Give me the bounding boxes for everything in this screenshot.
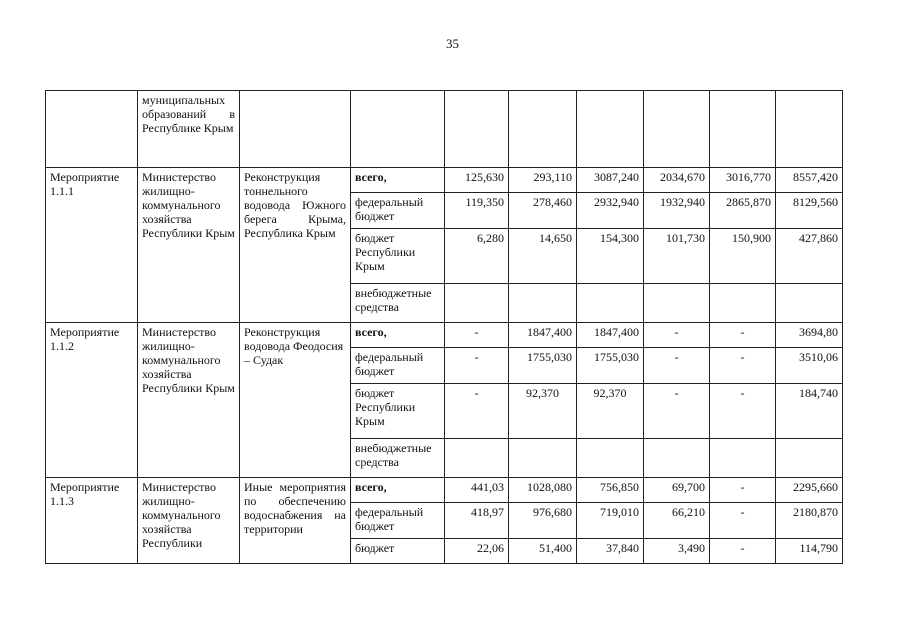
value-cell [509,284,577,323]
value-cell: - [644,323,710,348]
value-cell [710,284,776,323]
table-row [46,478,843,503]
measure-executor: Министерство жилищно-коммунального хозяйства Республики Крым [138,168,240,323]
measure-executor: Министерство жилищно-коммунального хозяйства Республики [138,478,240,564]
value-cell [577,439,644,478]
value-cell: 8129,560 [776,193,843,229]
value-cell: 92,370 [577,384,644,439]
value-cell: 1028,080 [509,478,577,503]
top-row-executor-cell: муниципальных образований в Республике Крым [138,91,240,168]
table-row [46,323,843,348]
value-cell: 92,370 [509,384,577,439]
table-row [46,168,843,193]
value-cell [445,284,509,323]
value-cell: - [445,323,509,348]
value-cell: 2932,940 [577,193,644,229]
funding-kind: федеральный бюджет [351,503,445,539]
measure-name: Мероприятие 1.1.2 [46,323,138,478]
value-cell: - [644,384,710,439]
value-cell [644,439,710,478]
value-cell: - [644,348,710,384]
funding-kind: всего, [351,168,445,193]
funding-kind: федеральный бюджет [351,193,445,229]
value-cell: 427,860 [776,229,843,284]
value-cell: 3510,06 [776,348,843,384]
value-cell: 1847,400 [577,323,644,348]
measure-name: Мероприятие 1.1.1 [46,168,138,323]
value-cell [710,439,776,478]
value-cell [509,439,577,478]
funding-kind: бюджет Республики Крым [351,229,445,284]
value-cell: 418,97 [445,503,509,539]
value-cell: 3087,240 [577,168,644,193]
value-cell: 119,350 [445,193,509,229]
value-cell: 150,900 [710,229,776,284]
top-row-value-cell [710,91,776,168]
budget-table [45,90,843,564]
value-cell [445,439,509,478]
funding-kind: всего, [351,323,445,348]
measure-executor: Министерство жилищно-коммунального хозяйства Республики Крым [138,323,240,478]
funding-kind: бюджет Республики Крым [351,384,445,439]
value-cell: - [445,348,509,384]
value-cell: 2180,870 [776,503,843,539]
measure-title: Реконструкция водовода Феодосия – Судак [240,323,351,478]
value-cell: 293,110 [509,168,577,193]
funding-kind: всего, [351,478,445,503]
value-cell: 51,400 [509,539,577,564]
funding-kind: внебюджетные средства [351,284,445,323]
funding-kind: бюджет [351,539,445,564]
value-cell: - [710,348,776,384]
value-cell: 3016,770 [710,168,776,193]
value-cell: - [710,478,776,503]
top-row-value-cell [445,91,509,168]
value-cell: 1932,940 [644,193,710,229]
value-cell: 719,010 [577,503,644,539]
value-cell: 66,210 [644,503,710,539]
top-row-value-cell [776,91,843,168]
measure-title: Иные мероприятия по обеспечению водоснабжения на территории [240,478,351,564]
value-cell: 2295,660 [776,478,843,503]
top-row-value-cell [577,91,644,168]
value-cell [577,284,644,323]
value-cell: 1755,030 [577,348,644,384]
funding-kind: федеральный бюджет [351,348,445,384]
top-row-value-cell [644,91,710,168]
value-cell: 3694,80 [776,323,843,348]
value-cell: 101,730 [644,229,710,284]
value-cell: 3,490 [644,539,710,564]
value-cell: - [445,384,509,439]
top-row-kind-cell [351,91,445,168]
value-cell: 14,650 [509,229,577,284]
top-row-value-cell [509,91,577,168]
value-cell: 37,840 [577,539,644,564]
value-cell: 278,460 [509,193,577,229]
value-cell: 756,850 [577,478,644,503]
value-cell: 184,740 [776,384,843,439]
top-row-title-cell [240,91,351,168]
value-cell: 1847,400 [509,323,577,348]
value-cell: 976,680 [509,503,577,539]
value-cell: - [710,539,776,564]
page-number: 35 [446,36,459,51]
value-cell: 154,300 [577,229,644,284]
value-cell: 441,03 [445,478,509,503]
value-cell: 1755,030 [509,348,577,384]
value-cell: 8557,420 [776,168,843,193]
value-cell: 22,06 [445,539,509,564]
value-cell: 2865,870 [710,193,776,229]
measure-name: Мероприятие 1.1.3 [46,478,138,564]
value-cell [644,284,710,323]
continuation-row [46,91,843,168]
value-cell: 114,790 [776,539,843,564]
value-cell: 125,630 [445,168,509,193]
value-cell: 69,700 [644,478,710,503]
top-row-measure-cell [46,91,138,168]
value-cell: - [710,503,776,539]
value-cell: - [710,384,776,439]
measure-title: Реконструкция тоннельного водовода Южного берега Крыма, Республика Крым [240,168,351,323]
value-cell: - [710,323,776,348]
value-cell: 2034,670 [644,168,710,193]
funding-kind: внебюджетные средства [351,439,445,478]
value-cell [776,284,843,323]
value-cell [776,439,843,478]
value-cell: 6,280 [445,229,509,284]
